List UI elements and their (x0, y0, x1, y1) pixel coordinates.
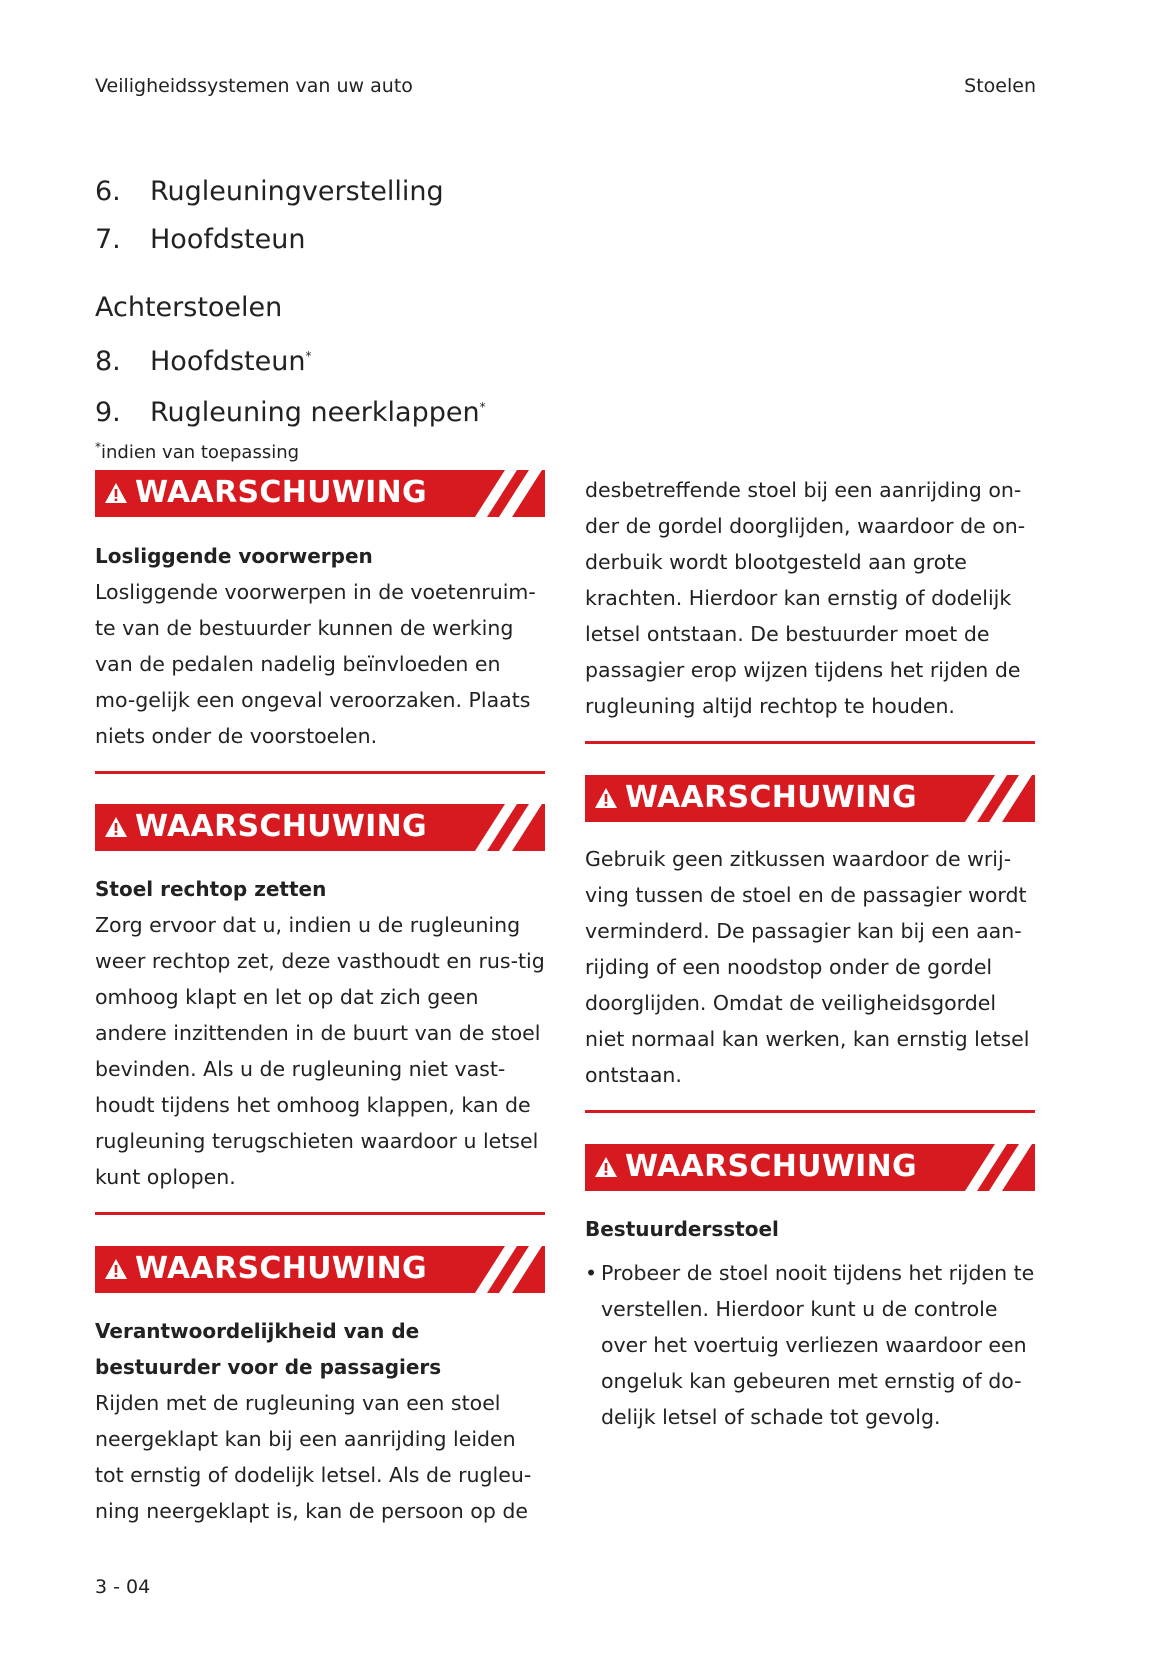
warning-content: Gebruik geen zitkussen waardoor de wrij-ving tussen de stoel en de passagier wordt verminderd. De passagier kan bij een aan-rijding of een noodstop onder de gordel doorglijden. Omdat de veiligheidsgordel niet normaal kan werken, kan ernstig letsel ontstaan. (585, 847, 1030, 1087)
warning-triangle-icon (104, 482, 128, 504)
list-item: 7. Hoofdsteun (95, 224, 306, 255)
warning-banner: WAARSCHUWING (95, 470, 545, 517)
header-section-title: Veiligheidssystemen van uw auto (95, 75, 413, 97)
list-item: 6. Rugleuningverstelling (95, 176, 444, 207)
warning-content: Verantwoordelijkheid van de bestuurder voor de passagiers Rijden met de rugleuning van een stoel neergeklapt kan bij een aanrijding leiden tot ernstig of dodelijk letsel. Als de rugleu-ning neergeklapt is, kan de persoon op de (95, 1319, 532, 1523)
section-heading: Achterstoelen (95, 292, 283, 323)
divider (585, 741, 1035, 744)
header-chapter-title: Stoelen (964, 75, 1036, 97)
stripes-decoration (465, 470, 545, 517)
warning-triangle-icon (104, 1258, 128, 1280)
divider (585, 1110, 1035, 1113)
stripes-decoration (465, 804, 545, 851)
warning-content: Bestuurdersstoel • Probeer de stoel nooit tijdens het rijden te verstellen. Hierdoor kunt u de controle over het voertuig verliezen waardoor een ongeluk kan gebeuren met ernstig of do-delijk letsel of schade tot gevolg. (585, 1211, 1035, 1435)
warning-triangle-icon (594, 1156, 618, 1178)
warning-triangle-icon (104, 816, 128, 838)
list-item: 9. Rugleuning neerklappen* (95, 397, 486, 428)
stripes-decoration (465, 1246, 545, 1293)
stripes-decoration (955, 1144, 1035, 1191)
list-item: 8. Hoofdsteun* (95, 346, 312, 377)
warning-content: Stoel rechtop zetten Zorg ervoor dat u, indien u de rugleuning weer rechtop zet, deze vasthoudt en rus-tig omhoog klapt en let op dat zich geen andere inzittenden in de buurt van de stoel bevinden. Als u de rugleuning niet vast-houdt tijdens het omhoog klappen, kan de rugleuning terugschieten waardoor u letsel kunt oplopen. (95, 877, 545, 1189)
bullet-list (585, 1255, 1035, 1435)
bullet-item: • Probeer de stoel nooit tijdens het rijden te verstellen. Hierdoor kunt u de controle over het voertuig verliezen waardoor een ongeluk kan gebeuren met ernstig of do-delijk letsel of schade tot gevolg. (601, 1255, 1035, 1435)
divider (95, 771, 545, 774)
warning-banner: WAARSCHUWING (95, 1246, 545, 1293)
warning-content-continued: desbetreffende stoel bij een aanrijding on-der de gordel doorglijden, waardoor de on-derbuik wordt blootgesteld aan grote krachten. Hierdoor kan ernstig of dodelijk letsel ontstaan. De bestuurder moet de passagier erop wijzen tijdens het rijden de rugleuning altijd rechtop te houden. (585, 478, 1026, 718)
warning-banner: WAARSCHUWING (585, 775, 1035, 822)
warning-triangle-icon (594, 787, 618, 809)
stripes-decoration (955, 775, 1035, 822)
divider (95, 1212, 545, 1215)
warning-content: Losliggende voorwerpen Losliggende voorwerpen in de voetenruim-te van de bestuurder kunnen de werking van de pedalen nadelig beïnvloeden en mo-gelijk een ongeval veroorzaken. Plaats niets onder de voorstoelen. (95, 544, 536, 748)
footnote: *indien van toepassing (95, 440, 300, 463)
warning-banner: WAARSCHUWING (585, 1144, 1035, 1191)
warning-banner: WAARSCHUWING (95, 804, 545, 851)
page-number: 3 - 04 (95, 1576, 151, 1598)
